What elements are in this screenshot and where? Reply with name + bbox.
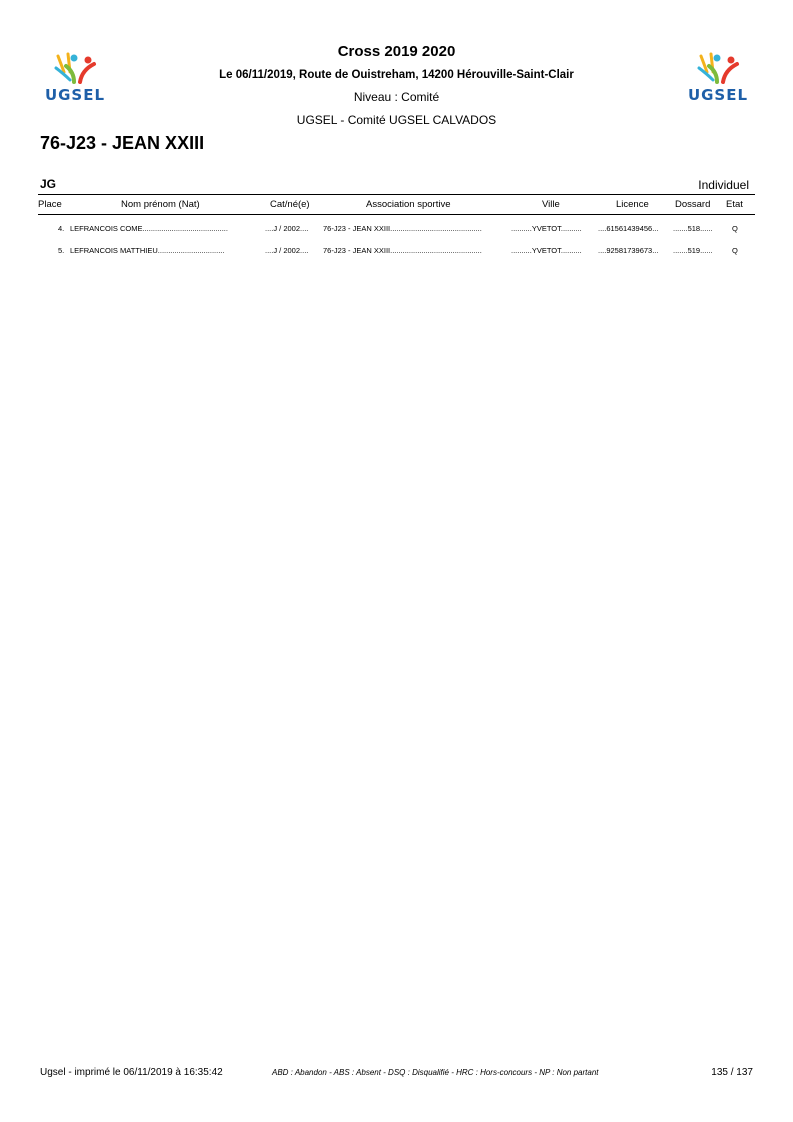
row-association: 76-J23 - JEAN XXIII............................................ [323, 246, 482, 255]
event-date-location: Le 06/11/2019, Route de Ouistreham, 14200 Hérouville-Saint-Clair [219, 69, 574, 81]
row-bib: .......519...... [673, 246, 713, 255]
category-label: JG [40, 177, 57, 191]
row-cat: ....J / 2002.... [265, 246, 309, 255]
col-header-status: Etat [726, 199, 743, 210]
col-header-name: Nom prénom (Nat) [121, 199, 200, 210]
event-organizer: UGSEL - Comité UGSEL CALVADOS [296, 113, 497, 127]
row-cat: ....J / 2002.... [265, 224, 309, 233]
row-city: ..........YVETOT.......... [511, 246, 582, 255]
section-divider [38, 194, 755, 195]
row-status: Q [732, 224, 738, 233]
row-place: 5. [58, 246, 65, 255]
col-header-licence: Licence [616, 199, 649, 210]
col-header-city: Ville [542, 199, 560, 210]
event-title: Cross 2019 2020 [337, 43, 456, 60]
row-city: ..........YVETOT.......... [511, 224, 582, 233]
page-number: 135 / 137 [711, 1067, 753, 1078]
ugsel-logo-text: UGSEL [687, 86, 749, 104]
row-status: Q [732, 246, 738, 255]
footer-legend: ABD : Abandon - ABS : Absent - DSQ : Disqualifié - HRC : Hors-concours - NP : Non partant [272, 1068, 599, 1077]
row-licence: ....92581739673... [598, 246, 659, 255]
row-licence: ....61561439456... [598, 224, 659, 233]
row-place: 4. [58, 224, 65, 233]
ugsel-logo-text: UGSEL [44, 86, 106, 104]
row-association: 76-J23 - JEAN XXIII............................................ [323, 224, 482, 233]
header-divider [38, 214, 755, 215]
col-header-bib: Dossard [675, 199, 711, 210]
col-header-place: Place [38, 199, 62, 210]
col-header-association: Association sportive [366, 199, 451, 210]
col-header-cat: Cat/né(e) [270, 199, 310, 210]
event-level: Niveau : Comité [353, 90, 440, 104]
row-name: LEFRANCOIS COME......................................... [70, 224, 228, 233]
club-title: 76-J23 - JEAN XXIII [40, 133, 205, 153]
row-bib: .......518...... [673, 224, 713, 233]
row-name: LEFRANCOIS MATTHIEU................................ [70, 246, 225, 255]
footer-printed-date: Ugsel - imprimé le 06/11/2019 à 16:35:42 [40, 1067, 223, 1078]
race-type-label: Individuel [698, 178, 749, 192]
